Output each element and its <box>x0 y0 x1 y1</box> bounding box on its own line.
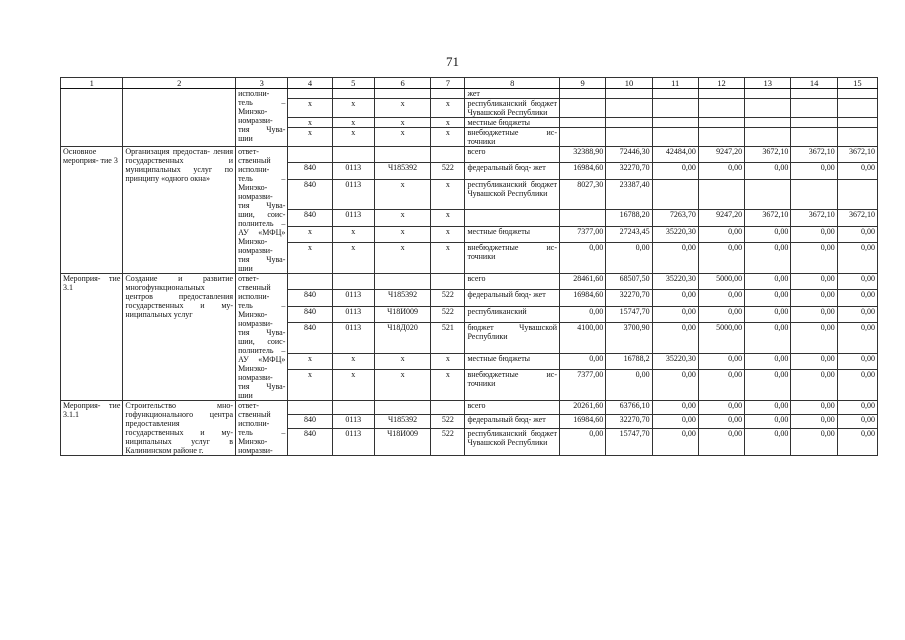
amount-cell: 0,00 <box>837 163 877 179</box>
grbs-code-cell: 840 <box>288 429 332 456</box>
amount-cell <box>791 179 837 210</box>
funding-source-cell <box>465 210 560 226</box>
target-item-code-cell: x <box>374 243 430 274</box>
amount-cell: 0,00 <box>652 322 698 353</box>
grbs-code-cell: 840 <box>288 179 332 210</box>
amount-cell: 32270,70 <box>606 290 652 306</box>
amount-cell: 0,00 <box>791 243 837 274</box>
amount-cell: 0,00 <box>791 274 837 290</box>
amount-cell: 0,00 <box>606 243 652 274</box>
amount-cell <box>560 210 606 226</box>
amount-cell: 16788,20 <box>606 210 652 226</box>
funding-source-cell: бюджет Чувашской Республики <box>465 322 560 353</box>
amount-cell: 9247,20 <box>698 147 744 163</box>
amount-cell: 3672,10 <box>837 210 877 226</box>
column-number: 10 <box>606 78 652 89</box>
target-item-code-cell: x <box>374 226 430 242</box>
amount-cell: 0,00 <box>652 163 698 179</box>
amount-cell: 0,00 <box>698 290 744 306</box>
target-item-code-cell <box>374 89 430 99</box>
column-number: 7 <box>431 78 465 89</box>
amount-cell: 63766,10 <box>606 401 652 415</box>
funding-source-cell: всего <box>465 147 560 163</box>
expense-type-cell: 522 <box>431 163 465 179</box>
amount-cell: 0,00 <box>791 401 837 415</box>
amount-cell: 0,00 <box>745 353 791 369</box>
amount-cell <box>606 128 652 147</box>
section-code-cell: x <box>332 353 374 369</box>
grbs-code-cell: x <box>288 353 332 369</box>
amount-cell: 0,00 <box>745 274 791 290</box>
funding-source-cell: жет <box>465 89 560 99</box>
amount-cell: 3700,90 <box>606 322 652 353</box>
section-code-cell: 0113 <box>332 306 374 322</box>
column-number: 2 <box>123 78 236 89</box>
column-number-row <box>61 78 878 89</box>
column-number: 6 <box>374 78 430 89</box>
amount-cell: 0,00 <box>652 306 698 322</box>
amount-cell <box>698 99 744 118</box>
amount-cell <box>791 118 837 128</box>
amount-cell: 32270,70 <box>606 415 652 429</box>
funding-source-cell: федеральный бюд- жет <box>465 290 560 306</box>
amount-cell <box>791 128 837 147</box>
amount-cell: 0,00 <box>837 243 877 274</box>
amount-cell <box>745 128 791 147</box>
expense-type-cell: x <box>431 210 465 226</box>
target-item-code-cell: x <box>374 353 430 369</box>
amount-cell <box>791 89 837 99</box>
target-item-code-cell: Ч18И009 <box>374 429 430 456</box>
amount-cell: 0,00 <box>745 322 791 353</box>
column-number: 13 <box>745 78 791 89</box>
amount-cell <box>791 99 837 118</box>
expense-type-cell <box>431 147 465 163</box>
page-number: 71 <box>446 54 459 69</box>
amount-cell: 0,00 <box>791 306 837 322</box>
amount-cell: 35220,30 <box>652 226 698 242</box>
column-number: 14 <box>791 78 837 89</box>
section-code-cell: 0113 <box>332 322 374 353</box>
amount-cell: 7377,00 <box>560 370 606 401</box>
expense-type-cell: x <box>431 226 465 242</box>
section-code-cell: 0113 <box>332 429 374 456</box>
amount-cell <box>745 99 791 118</box>
expense-type-cell <box>431 401 465 415</box>
amount-cell: 5000,00 <box>698 274 744 290</box>
amount-cell: 15747,70 <box>606 306 652 322</box>
section-code-cell: 0113 <box>332 290 374 306</box>
activity-code-cell: Мероприя- тие 3.1.1 <box>61 401 123 456</box>
amount-cell: 0,00 <box>791 163 837 179</box>
amount-cell: 35220,30 <box>652 274 698 290</box>
amount-cell <box>652 179 698 210</box>
grbs-code-cell: x <box>288 226 332 242</box>
funding-source-cell: республиканский <box>465 306 560 322</box>
activity-code-cell: Основное мероприя- тие 3 <box>61 147 123 274</box>
grbs-code-cell: 840 <box>288 306 332 322</box>
amount-cell: 0,00 <box>652 370 698 401</box>
target-item-code-cell: Ч185392 <box>374 290 430 306</box>
amount-cell: 5000,00 <box>698 322 744 353</box>
section-code-cell: x <box>332 128 374 147</box>
amount-cell: 7263,70 <box>652 210 698 226</box>
amount-cell <box>606 118 652 128</box>
amount-cell: 0,00 <box>745 401 791 415</box>
target-item-code-cell: x <box>374 128 430 147</box>
grbs-code-cell <box>288 401 332 415</box>
column-number: 5 <box>332 78 374 89</box>
activity-code-cell: Мероприя- тие 3.1 <box>61 274 123 401</box>
expense-type-cell: x <box>431 118 465 128</box>
target-item-code-cell: Ч185392 <box>374 163 430 179</box>
table-row <box>61 147 878 163</box>
amount-cell: 0,00 <box>560 243 606 274</box>
target-item-code-cell: x <box>374 370 430 401</box>
amount-cell <box>560 118 606 128</box>
table-row <box>61 274 878 290</box>
amount-cell: 72446,30 <box>606 147 652 163</box>
amount-cell: 0,00 <box>791 415 837 429</box>
amount-cell <box>837 89 877 99</box>
amount-cell: 3672,10 <box>745 210 791 226</box>
column-number: 8 <box>465 78 560 89</box>
expense-type-cell <box>431 274 465 290</box>
target-item-code-cell <box>374 401 430 415</box>
amount-cell: 0,00 <box>652 243 698 274</box>
column-number: 3 <box>236 78 288 89</box>
amount-cell: 0,00 <box>791 290 837 306</box>
amount-cell: 0,00 <box>791 429 837 456</box>
target-item-code-cell: x <box>374 99 430 118</box>
amount-cell: 0,00 <box>698 353 744 369</box>
funding-source-cell: федеральный бюд- жет <box>465 163 560 179</box>
amount-cell: 0,00 <box>745 163 791 179</box>
amount-cell: 0,00 <box>837 353 877 369</box>
section-code-cell: x <box>332 370 374 401</box>
activity-name-cell <box>123 89 236 147</box>
amount-cell <box>652 118 698 128</box>
expense-type-cell: 522 <box>431 415 465 429</box>
grbs-code-cell: 840 <box>288 415 332 429</box>
amount-cell: 32270,70 <box>606 163 652 179</box>
amount-cell: 0,00 <box>745 370 791 401</box>
column-number: 9 <box>560 78 606 89</box>
activity-name-cell: Создание и развитие многофункциональных центров предоставления государственных и му- ниципальных услуг <box>123 274 236 401</box>
amount-cell <box>652 128 698 147</box>
amount-cell: 0,00 <box>837 290 877 306</box>
amount-cell <box>837 118 877 128</box>
expense-type-cell: x <box>431 370 465 401</box>
amount-cell: 0,00 <box>837 306 877 322</box>
amount-cell <box>837 179 877 210</box>
amount-cell <box>745 179 791 210</box>
amount-cell: 16788,2 <box>606 353 652 369</box>
grbs-code-cell: 840 <box>288 163 332 179</box>
section-code-cell: 0113 <box>332 210 374 226</box>
grbs-code-cell <box>288 274 332 290</box>
funding-source-cell: местные бюджеты <box>465 353 560 369</box>
amount-cell <box>606 89 652 99</box>
expense-type-cell: x <box>431 353 465 369</box>
amount-cell <box>560 128 606 147</box>
amount-cell: 0,00 <box>745 226 791 242</box>
amount-cell <box>652 89 698 99</box>
funding-source-cell: внебюджетные ис- точники <box>465 128 560 147</box>
funding-source-cell: федеральный бюд- жет <box>465 415 560 429</box>
amount-cell: 0,00 <box>791 370 837 401</box>
funding-source-cell: всего <box>465 401 560 415</box>
grbs-code-cell: 840 <box>288 210 332 226</box>
amount-cell <box>698 118 744 128</box>
target-item-code-cell: x <box>374 210 430 226</box>
amount-cell: 0,00 <box>698 306 744 322</box>
column-number: 15 <box>837 78 877 89</box>
amount-cell: 0,00 <box>560 306 606 322</box>
amount-cell: 3672,10 <box>837 147 877 163</box>
amount-cell: 27243,45 <box>606 226 652 242</box>
grbs-code-cell: x <box>288 370 332 401</box>
amount-cell: 0,00 <box>837 274 877 290</box>
funding-source-cell: республиканский бюджет Чувашской Республики <box>465 179 560 210</box>
amount-cell: 0,00 <box>791 353 837 369</box>
funding-source-cell: внебюджетные ис- точники <box>465 370 560 401</box>
amount-cell: 0,00 <box>652 415 698 429</box>
amount-cell <box>698 128 744 147</box>
grbs-code-cell: 840 <box>288 290 332 306</box>
amount-cell: 0,00 <box>837 429 877 456</box>
expense-type-cell: 522 <box>431 306 465 322</box>
amount-cell: 0,00 <box>560 353 606 369</box>
amount-cell: 0,00 <box>698 429 744 456</box>
amount-cell: 0,00 <box>791 322 837 353</box>
responsible-executor-cell: ответ- ственный исполни- тель – Минэко- номразви- тия Чува- шии, соис- полнитель – АУ «МФЦ» Минэко- номразви- тия Чува- шии <box>236 147 288 274</box>
table-row <box>61 89 878 99</box>
target-item-code-cell: Ч18Д020 <box>374 322 430 353</box>
amount-cell <box>698 89 744 99</box>
amount-cell: 0,00 <box>698 243 744 274</box>
amount-cell: 0,00 <box>837 322 877 353</box>
amount-cell: 0,00 <box>698 163 744 179</box>
section-code-cell: x <box>332 99 374 118</box>
amount-cell: 0,00 <box>698 226 744 242</box>
target-item-code-cell: Ч18И009 <box>374 306 430 322</box>
amount-cell: 0,00 <box>837 415 877 429</box>
amount-cell: 0,00 <box>652 290 698 306</box>
amount-cell: 9247,20 <box>698 210 744 226</box>
amount-cell: 0,00 <box>606 370 652 401</box>
amount-cell: 0,00 <box>745 429 791 456</box>
funding-source-cell: всего <box>465 274 560 290</box>
section-code-cell <box>332 401 374 415</box>
amount-cell <box>560 99 606 118</box>
expense-type-cell: x <box>431 99 465 118</box>
grbs-code-cell <box>288 147 332 163</box>
funding-source-cell: местные бюджеты <box>465 118 560 128</box>
budget-table <box>60 77 878 456</box>
target-item-code-cell: Ч185392 <box>374 415 430 429</box>
amount-cell: 0,00 <box>745 306 791 322</box>
amount-cell: 0,00 <box>837 401 877 415</box>
grbs-code-cell <box>288 89 332 99</box>
amount-cell: 0,00 <box>698 415 744 429</box>
amount-cell <box>745 118 791 128</box>
expense-type-cell: 521 <box>431 322 465 353</box>
amount-cell: 0,00 <box>837 226 877 242</box>
amount-cell <box>745 89 791 99</box>
amount-cell: 3672,10 <box>791 147 837 163</box>
section-code-cell <box>332 274 374 290</box>
expense-type-cell <box>431 89 465 99</box>
responsible-executor-cell: ответ- ственный исполни- тель – Минэко- номразви- тия Чува- шии, соис- полнитель – АУ «МФЦ» Минэко- номразви- тия Чува- шии <box>236 274 288 401</box>
amount-cell: 3672,10 <box>791 210 837 226</box>
funding-source-cell: республиканский бюджет Чувашской Республики <box>465 429 560 456</box>
section-code-cell: 0113 <box>332 179 374 210</box>
target-item-code-cell <box>374 147 430 163</box>
amount-cell: 0,00 <box>560 429 606 456</box>
table-row <box>61 401 878 415</box>
amount-cell <box>606 99 652 118</box>
amount-cell <box>837 99 877 118</box>
funding-source-cell: местные бюджеты <box>465 226 560 242</box>
responsible-executor-cell: ответ- ственный исполни- тель – Минэко- номразви- <box>236 401 288 456</box>
amount-cell: 0,00 <box>652 429 698 456</box>
activity-code-cell <box>61 89 123 147</box>
amount-cell <box>837 128 877 147</box>
amount-cell: 0,00 <box>745 415 791 429</box>
amount-cell: 32388,90 <box>560 147 606 163</box>
section-code-cell: 0113 <box>332 415 374 429</box>
amount-cell: 20261,60 <box>560 401 606 415</box>
amount-cell: 35220,30 <box>652 353 698 369</box>
grbs-code-cell: x <box>288 243 332 274</box>
amount-cell: 0,00 <box>745 290 791 306</box>
amount-cell: 0,00 <box>652 401 698 415</box>
amount-cell: 3672,10 <box>745 147 791 163</box>
grbs-code-cell: x <box>288 128 332 147</box>
expense-type-cell: x <box>431 179 465 210</box>
funding-source-cell: республиканский бюджет Чувашской Республики <box>465 99 560 118</box>
grbs-code-cell: 840 <box>288 322 332 353</box>
grbs-code-cell: x <box>288 99 332 118</box>
amount-cell <box>652 99 698 118</box>
section-code-cell: x <box>332 226 374 242</box>
funding-source-cell: внебюджетные ис- точники <box>465 243 560 274</box>
amount-cell <box>698 179 744 210</box>
amount-cell: 0,00 <box>837 370 877 401</box>
amount-cell: 0,00 <box>745 243 791 274</box>
amount-cell: 0,00 <box>791 226 837 242</box>
amount-cell: 8027,30 <box>560 179 606 210</box>
activity-name-cell: Строительство мно- гофункционального центра предоставления государственных и му- ниципальных услуг в Калининском районе г. <box>123 401 236 456</box>
expense-type-cell: 522 <box>431 429 465 456</box>
target-item-code-cell: x <box>374 179 430 210</box>
column-number: 12 <box>698 78 744 89</box>
target-item-code-cell <box>374 274 430 290</box>
amount-cell: 42484,00 <box>652 147 698 163</box>
amount-cell: 7377,00 <box>560 226 606 242</box>
amount-cell: 23387,40 <box>606 179 652 210</box>
section-code-cell <box>332 89 374 99</box>
section-code-cell: x <box>332 243 374 274</box>
expense-type-cell: x <box>431 128 465 147</box>
amount-cell: 16984,60 <box>560 290 606 306</box>
expense-type-cell: x <box>431 243 465 274</box>
amount-cell: 16984,60 <box>560 415 606 429</box>
responsible-executor-cell: исполни- тель – Минэко- номразви- тия Чува- шии <box>236 89 288 147</box>
amount-cell: 15747,70 <box>606 429 652 456</box>
section-code-cell: x <box>332 118 374 128</box>
activity-name-cell: Организация предостав- ления государственных и муниципальных услуг по принципу «одного окна» <box>123 147 236 274</box>
column-number: 1 <box>61 78 123 89</box>
amount-cell: 68507,50 <box>606 274 652 290</box>
column-number: 4 <box>288 78 332 89</box>
expense-type-cell: 522 <box>431 290 465 306</box>
amount-cell: 16984,60 <box>560 163 606 179</box>
grbs-code-cell: x <box>288 118 332 128</box>
target-item-code-cell: x <box>374 118 430 128</box>
amount-cell: 0,00 <box>698 370 744 401</box>
column-number: 11 <box>652 78 698 89</box>
amount-cell: 0,00 <box>698 401 744 415</box>
section-code-cell <box>332 147 374 163</box>
amount-cell: 28461,60 <box>560 274 606 290</box>
amount-cell: 4100,00 <box>560 322 606 353</box>
amount-cell <box>560 89 606 99</box>
section-code-cell: 0113 <box>332 163 374 179</box>
